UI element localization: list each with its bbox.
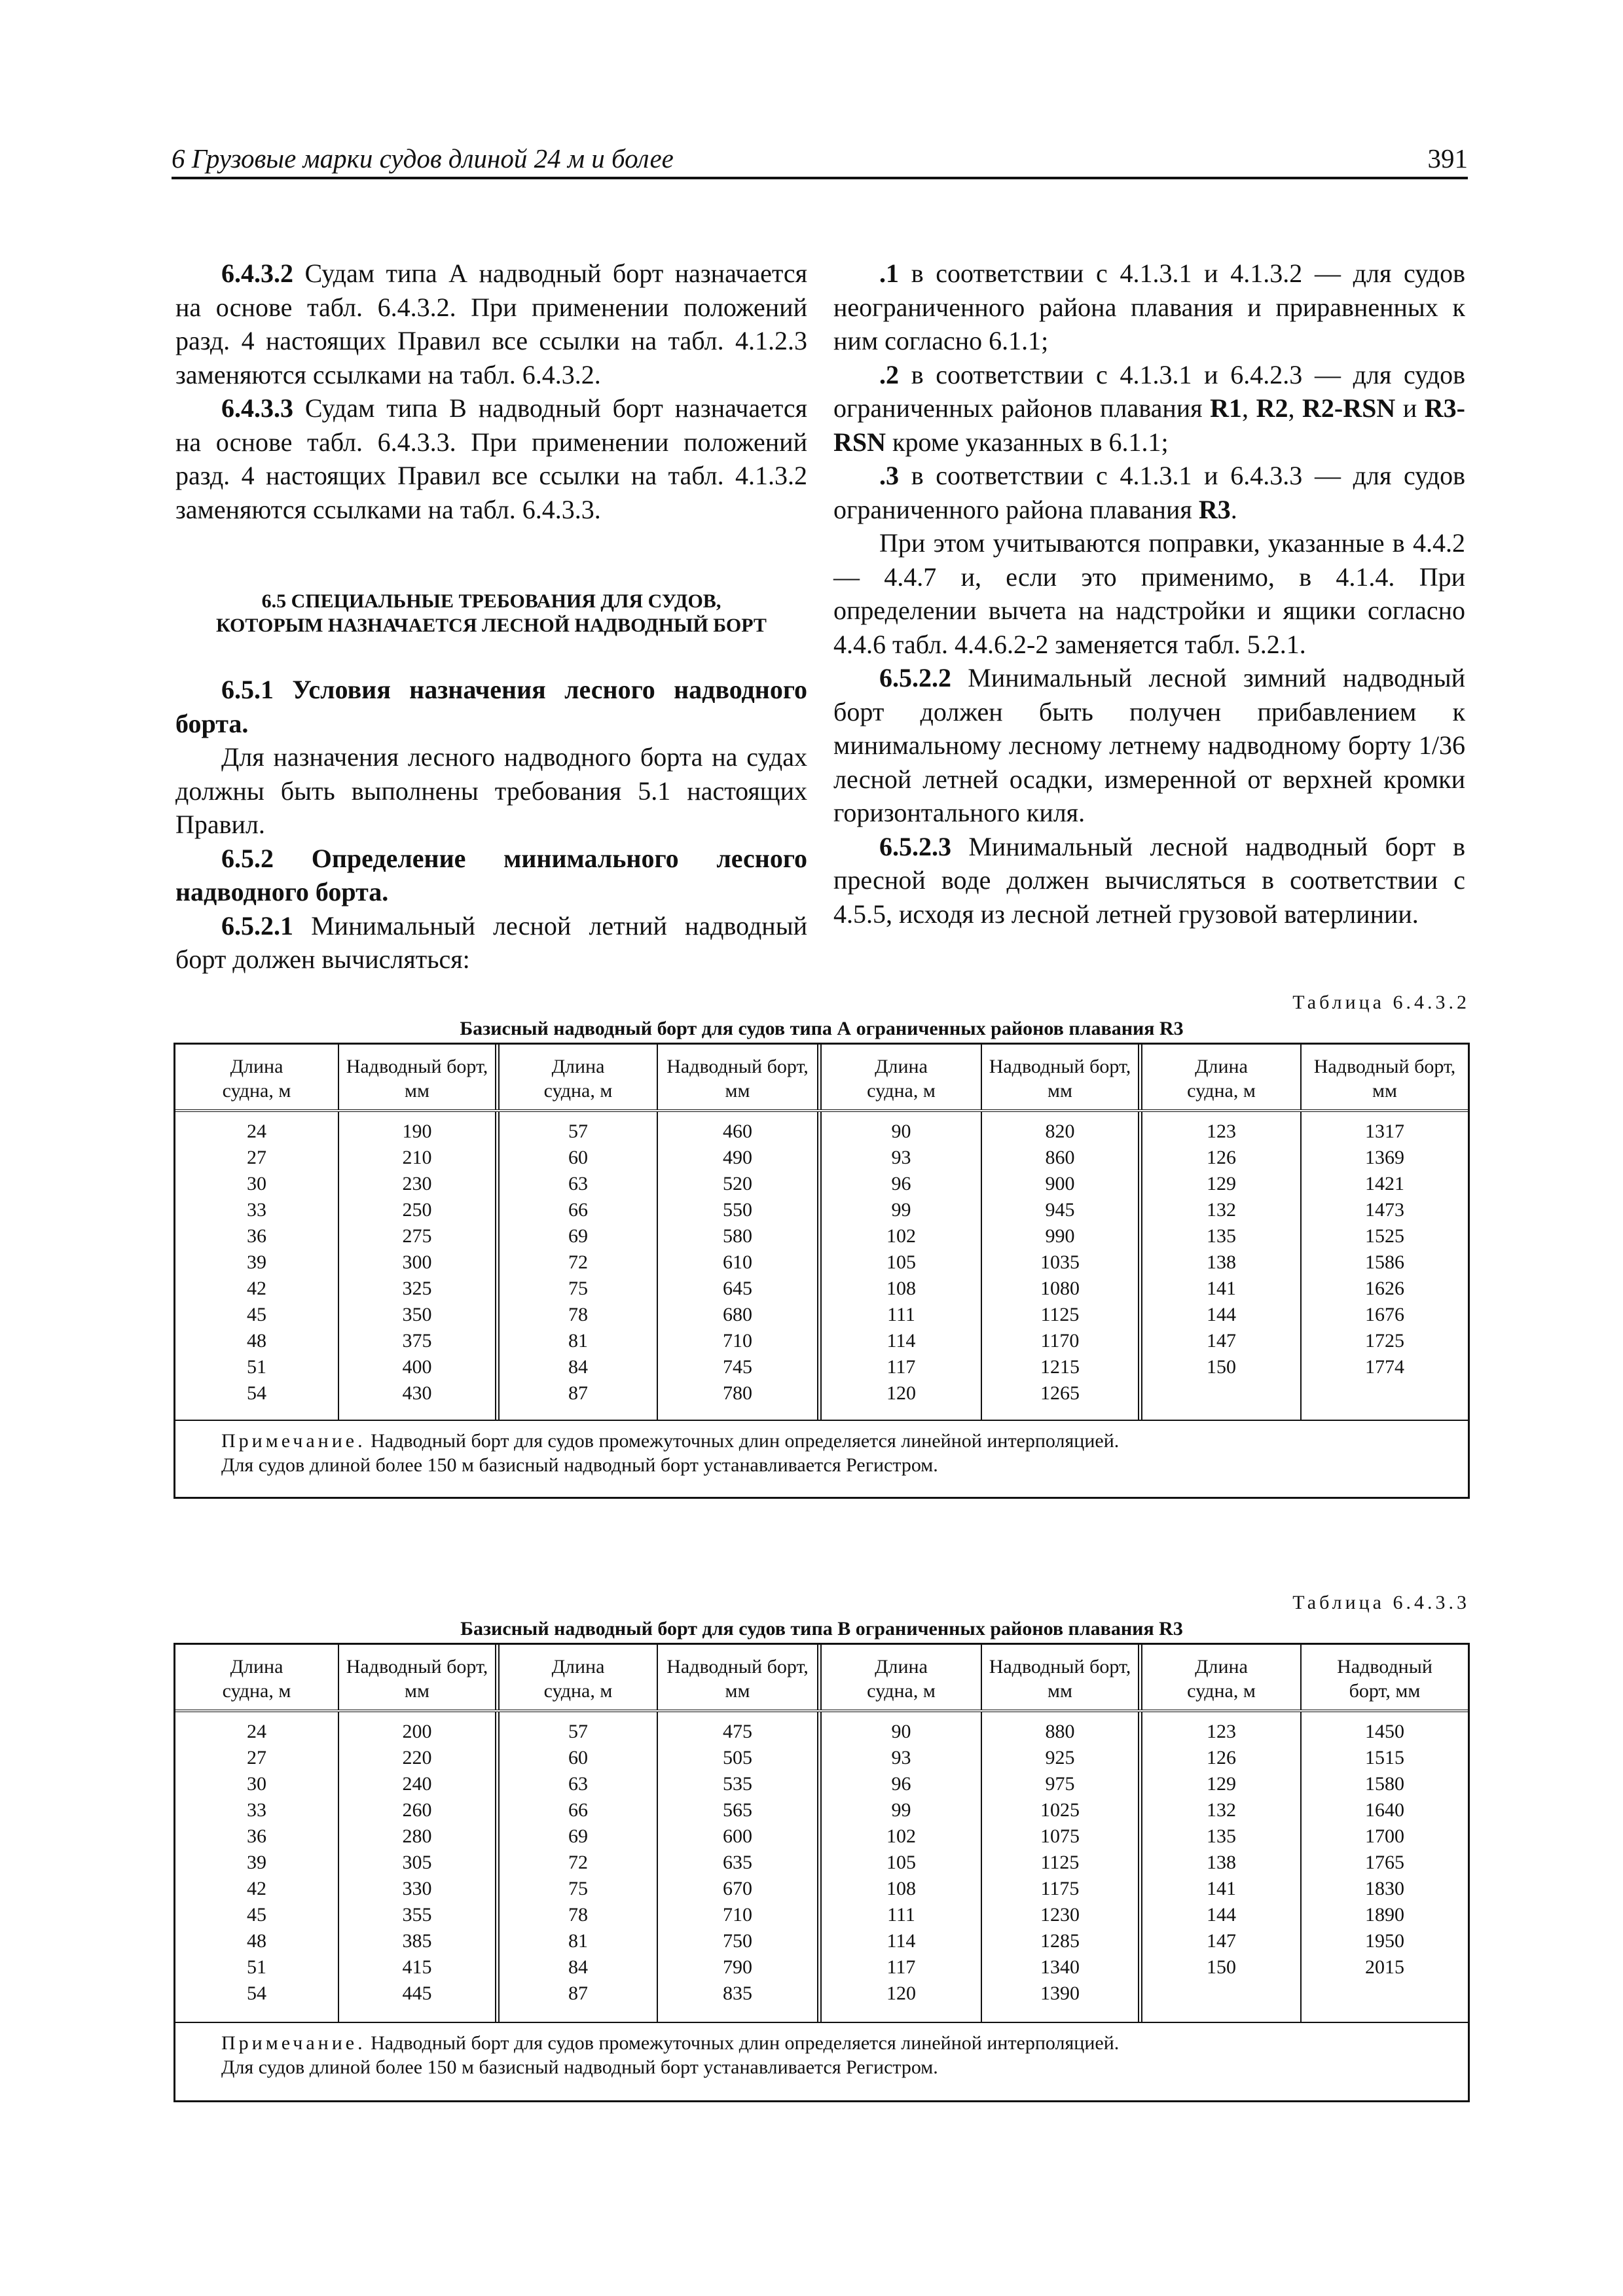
table-cell: 66 (568, 1199, 588, 1221)
note-line (221, 2031, 1468, 2055)
paragraph-text: Судам типа В надводный борт назначается на основе табл. 6.4.3.3. При применении положений разд. 4 настоящих Правил все ссылки на табл. 4.1.3.2 заменяются ссылками на табл. 6.4.3.3. (175, 393, 807, 524)
table-cell: 710 (723, 1904, 752, 1926)
table-cell: 36 (247, 1825, 266, 1847)
table-cell: 1421 (1365, 1173, 1404, 1194)
table-cell: 1125 (1040, 1304, 1080, 1325)
table-cell: 129 (1207, 1773, 1236, 1795)
table-cell: 835 (723, 1982, 752, 2004)
table-cell: 84 (568, 1956, 588, 1978)
table-cell: 45 (247, 1304, 266, 1325)
table-cell: 990 (1045, 1225, 1075, 1247)
column-header (822, 1645, 982, 1710)
note-label: Примечание. (221, 2032, 366, 2054)
table-cell: 1317 (1365, 1121, 1404, 1142)
paragraph-text: Судам типа А надводный борт назначается на основе табл. 6.4.3.2. При применении положений разд. 4 настоящих Правил все ссылки на табл. 4.1.2.3 заменяются ссылками на табл. 6.4.3.2. (175, 259, 807, 389)
table-cell: 126 (1207, 1747, 1236, 1768)
table-cell: 150 (1207, 1956, 1236, 1978)
table-cell: 120 (886, 1982, 916, 2004)
table-note (175, 2022, 1468, 2100)
table-cell: 1035 (1040, 1251, 1080, 1273)
table-cell: 93 (891, 1747, 911, 1768)
table-cell: 132 (1207, 1799, 1236, 1821)
table-column (175, 1712, 339, 2022)
table-cell: 1369 (1365, 1147, 1404, 1168)
paragraph-text: Минимальный лесной летний надводный борт должен вычисляться: (175, 910, 807, 974)
table-cell: 108 (886, 1278, 916, 1299)
table-cell: 1774 (1365, 1356, 1404, 1378)
paragraph-text: Минимальный лесной зимний надводный борт должен быть получен прибавлением к минимальному лесному летнему надводному борту 1/36 лесной летней осадки, измеренной от верхней кромки горизонтального киля. (833, 663, 1465, 827)
table-cell: 27 (247, 1747, 266, 1768)
table-cell: 111 (887, 1304, 915, 1325)
table-6-4-3-3 (173, 1592, 1470, 2102)
table-cell: 780 (723, 1382, 752, 1404)
table-cell: 75 (568, 1878, 588, 1899)
column-header (1142, 1645, 1302, 1710)
table-cell: 48 (247, 1930, 266, 1952)
paragraph-6-4-3-2 (175, 257, 807, 391)
table-column (339, 1712, 500, 2022)
item-text: , (1242, 393, 1256, 423)
clause-number: 6.5.2.1 (221, 910, 293, 941)
area-code: R2 (1256, 393, 1288, 423)
header-text: Надводный борт, мм (666, 1055, 809, 1102)
table-cell: 66 (568, 1799, 588, 1821)
table-body (175, 1112, 1468, 1420)
table-cell: 48 (247, 1330, 266, 1352)
table-cell: 36 (247, 1225, 266, 1247)
table-cell: 93 (891, 1147, 911, 1168)
left-column (175, 257, 807, 977)
table-cell: 147 (1207, 1330, 1236, 1352)
table-cell: 90 (891, 1121, 911, 1142)
section-heading (175, 589, 807, 637)
table-cell: 350 (402, 1304, 432, 1325)
table-cell: 144 (1207, 1904, 1236, 1926)
item-number: .2 (879, 359, 899, 389)
table-cell: 670 (723, 1878, 752, 1899)
area-code: R3-RSN (833, 393, 1466, 457)
clause-number: 6.4.3.2 (221, 259, 293, 288)
table-caption: Базисный надводный борт для судов типа В ограниченных районов плавания R3 (460, 1618, 1183, 1640)
table-cell: 1586 (1365, 1251, 1404, 1273)
table-cell: 150 (1207, 1356, 1236, 1378)
paragraph-6-5-2-2 (833, 661, 1465, 830)
table-cell: 1340 (1040, 1956, 1080, 1978)
table-cell: 123 (1207, 1121, 1236, 1142)
table-cell: 1830 (1365, 1878, 1404, 1899)
table-cell: 945 (1045, 1199, 1075, 1221)
table-cell: 54 (247, 1982, 266, 2004)
table-cell: 39 (247, 1251, 266, 1273)
table-cell: 138 (1207, 1251, 1236, 1273)
table-cell: 1676 (1365, 1304, 1404, 1325)
table-cell: 280 (402, 1825, 432, 1847)
table-cell: 1450 (1365, 1721, 1404, 1742)
table-header-row (175, 1045, 1468, 1112)
column-header (658, 1645, 822, 1710)
section-heading-line: КОТОРЫМ НАЗНАЧАЕТСЯ ЛЕСНОЙ НАДВОДНЫЙ БОРТ (216, 615, 767, 636)
column-header (658, 1045, 822, 1109)
table-cell: 129 (1207, 1173, 1236, 1194)
table-cell: 87 (568, 1382, 588, 1404)
table-cell: 1640 (1365, 1799, 1404, 1821)
header-text: Длина судна, м (867, 1655, 936, 1702)
table-cell: 355 (402, 1904, 432, 1926)
table-column (500, 1712, 658, 2022)
column-header (982, 1045, 1142, 1109)
table-cell: 745 (723, 1356, 752, 1378)
table-cell: 102 (886, 1225, 916, 1247)
table-cell: 78 (568, 1304, 588, 1325)
paragraph-text: Минимальный лесной надводный борт в пресной воде должен вычисляться в соответствии с 4.5.5, исходя из лесной летней грузовой ватерлинии. (833, 831, 1465, 929)
table-cell: 1525 (1365, 1225, 1404, 1247)
table-cell: 520 (723, 1173, 752, 1194)
table-cell: 99 (891, 1199, 911, 1221)
table-cell: 820 (1045, 1121, 1075, 1142)
table-cell: 54 (247, 1382, 266, 1404)
table-cell: 1725 (1365, 1330, 1404, 1352)
table-cell: 415 (402, 1956, 432, 1978)
table-cell: 645 (723, 1278, 752, 1299)
item-text: . (1230, 494, 1237, 524)
right-column (833, 257, 1465, 931)
table-cell: 117 (886, 1356, 916, 1378)
table-cell: 51 (247, 1356, 266, 1378)
table-cell: 385 (402, 1930, 432, 1952)
column-header (982, 1645, 1142, 1710)
header-text: Длина судна, м (1187, 1655, 1256, 1702)
table-cell: 33 (247, 1199, 266, 1221)
table-cell: 30 (247, 1173, 266, 1194)
header-text: Длина судна, м (1187, 1055, 1256, 1102)
item-text: кроме указанных в 6.1.1; (886, 427, 1169, 457)
table-cell: 610 (723, 1251, 752, 1273)
table-cell: 30 (247, 1773, 266, 1795)
table-cell: 1175 (1040, 1878, 1080, 1899)
table-cell: 475 (723, 1721, 752, 1742)
table-cell: 60 (568, 1147, 588, 1168)
table-cell: 550 (723, 1199, 752, 1221)
table-cell: 250 (402, 1199, 432, 1221)
table-body (175, 1712, 1468, 2022)
table-cell: 200 (402, 1721, 432, 1742)
table-column (822, 1712, 982, 2022)
table-cell: 1580 (1365, 1773, 1404, 1795)
table-cell: 57 (568, 1121, 588, 1142)
table-cell: 72 (568, 1852, 588, 1873)
table-cell: 1950 (1365, 1930, 1404, 1952)
table-cell: 330 (402, 1878, 432, 1899)
table-cell: 275 (402, 1225, 432, 1247)
column-header (175, 1045, 339, 1109)
table-column (1302, 1112, 1468, 1420)
table-cell: 111 (887, 1904, 915, 1926)
table-column (500, 1112, 658, 1420)
table-cell: 141 (1207, 1878, 1236, 1899)
table-cell: 114 (886, 1930, 916, 1952)
list-item-1 (833, 257, 1465, 358)
table-cell: 445 (402, 1982, 432, 2004)
subsection-heading-6-5-1: 6.5.1 Условия назначения лесного надводного борта. (175, 675, 807, 738)
item-text: в соответствии с 4.1.3.1 и 4.1.3.2 — для судов неограниченного района плавания и приравненных к ним согласно 6.1.1; (833, 259, 1465, 355)
table-cell: 400 (402, 1356, 432, 1378)
table-cell: 1390 (1040, 1982, 1080, 2004)
subsection-heading-6-5-2: 6.5.2 Определение минимального лесного надводного борта. (175, 843, 807, 906)
table-cell: 102 (886, 1825, 916, 1847)
table-cell: 81 (568, 1930, 588, 1952)
table-cell: 96 (891, 1173, 911, 1194)
note-line: Для судов длиной более 150 м базисный надводный борт устанавливается Регистром. (221, 2056, 938, 2078)
table-column (1302, 1712, 1468, 2022)
table-cell: 1515 (1365, 1747, 1404, 1768)
table-cell: 72 (568, 1251, 588, 1273)
table-cell: 135 (1207, 1825, 1236, 1847)
paragraph-conditions: Для назначения лесного надводного борта на судах должны быть выполнены требования 5.1 настоящих Правил. (175, 742, 807, 839)
table-column (982, 1712, 1142, 2022)
table-cell: 430 (402, 1382, 432, 1404)
table-cell: 1890 (1365, 1904, 1404, 1926)
table-cell: 105 (886, 1852, 916, 1873)
item-text: в соответствии с 4.1.3.1 и 6.4.3.3 — для судов ограниченного района плавания (833, 461, 1465, 524)
header-text: Надводный борт, мм (346, 1655, 488, 1702)
spacer (175, 526, 807, 589)
table-cell: 84 (568, 1356, 588, 1378)
column-header (1142, 1045, 1302, 1109)
table-cell: 87 (568, 1982, 588, 2004)
table-cell: 42 (247, 1278, 266, 1299)
table-column (1142, 1112, 1302, 1420)
table-cell: 99 (891, 1799, 911, 1821)
table-cell: 600 (723, 1825, 752, 1847)
table-cell: 117 (886, 1956, 916, 1978)
clause-number: 6.4.3.3 (221, 393, 293, 423)
table-cell: 108 (886, 1878, 916, 1899)
table-label: Таблица 6.4.3.3 (1292, 1592, 1470, 1613)
section-heading-line: 6.5 СПЕЦИАЛЬНЫЕ ТРЕБОВАНИЯ ДЛЯ СУДОВ, (261, 590, 721, 612)
table-cell: 1265 (1040, 1382, 1080, 1404)
table-cell: 63 (568, 1773, 588, 1795)
table-cell: 1230 (1040, 1904, 1080, 1926)
table-cell: 375 (402, 1330, 432, 1352)
table-cell: 45 (247, 1904, 266, 1926)
table-cell: 135 (1207, 1225, 1236, 1247)
table-cell: 1080 (1040, 1278, 1080, 1299)
table-cell: 900 (1045, 1173, 1075, 1194)
table-cell: 141 (1207, 1278, 1236, 1299)
table-cell: 24 (247, 1721, 266, 1742)
table-cell: 1025 (1040, 1799, 1080, 1821)
table-cell: 1075 (1040, 1825, 1080, 1847)
header-text: Надводный борт, мм (666, 1655, 809, 1702)
table-cell: 132 (1207, 1199, 1236, 1221)
column-header (500, 1645, 658, 1710)
item-number: .3 (879, 461, 899, 490)
table-cell: 138 (1207, 1852, 1236, 1873)
table-6-4-3-2 (173, 992, 1470, 1499)
table-cell: 51 (247, 1956, 266, 1978)
header-text: Надводный борт, мм (989, 1055, 1131, 1102)
table-column (658, 1712, 822, 2022)
table-cell: 505 (723, 1747, 752, 1768)
table-cell: 565 (723, 1799, 752, 1821)
clause-number: 6.5.2.3 (879, 831, 951, 861)
table-cell: 230 (402, 1173, 432, 1194)
table-cell: 120 (886, 1382, 916, 1404)
table-cell: 925 (1045, 1747, 1075, 1768)
table-cell: 635 (723, 1852, 752, 1873)
page-number: 391 (1427, 143, 1468, 173)
table-cell: 96 (891, 1773, 911, 1795)
table-note (175, 1420, 1468, 1497)
table-cell: 126 (1207, 1147, 1236, 1168)
table-cell: 33 (247, 1799, 266, 1821)
paragraph-6-4-3-3 (175, 391, 807, 526)
column-header (822, 1045, 982, 1109)
table-cell: 39 (247, 1852, 266, 1873)
column-header (339, 1645, 500, 1710)
table-cell: 105 (886, 1251, 916, 1273)
header-text: Надводный борт, мм (1337, 1655, 1432, 1702)
table-cell: 325 (402, 1278, 432, 1299)
table-cell: 1700 (1365, 1825, 1404, 1847)
table-cell: 305 (402, 1852, 432, 1873)
table-cell: 210 (402, 1147, 432, 1168)
item-text: в соответствии с 4.1.3.1 и 6.4.2.3 — для судов ограниченных районов плавания (833, 359, 1465, 423)
header-text: Длина судна, м (543, 1655, 613, 1702)
header-text: Длина судна, м (222, 1055, 291, 1102)
clause-number: 6.5.2.2 (879, 663, 951, 692)
table-cell: 1215 (1040, 1356, 1080, 1378)
table-cell: 114 (886, 1330, 916, 1352)
table-cell: 90 (891, 1721, 911, 1742)
table-cell: 580 (723, 1225, 752, 1247)
table-cell: 460 (723, 1121, 752, 1142)
table-cell: 2015 (1365, 1956, 1404, 1978)
table-cell: 123 (1207, 1721, 1236, 1742)
table-frame (173, 1643, 1470, 2102)
table-cell: 60 (568, 1747, 588, 1768)
table-cell: 75 (568, 1278, 588, 1299)
table-cell: 1626 (1365, 1278, 1404, 1299)
table-cell: 975 (1045, 1773, 1075, 1795)
table-column (1142, 1712, 1302, 2022)
table-column (175, 1112, 339, 1420)
table-cell: 300 (402, 1251, 432, 1273)
list-item-2 (833, 358, 1465, 459)
table-cell: 81 (568, 1330, 588, 1352)
running-head-title: 6 Грузовые марки судов длиной 24 м и более (172, 143, 674, 173)
table-cell: 1473 (1365, 1199, 1404, 1221)
paragraph-amendments: При этом учитываются поправки, указанные в 4.4.2 — 4.4.7 и, если это применимо, в 4.1.4. При определении вычета на надстройки и ящики согласно 4.4.6 табл. 4.4.6.2-2 заменяется табл. 5.2.1. (833, 528, 1465, 659)
note-line (221, 1429, 1468, 1453)
table-cell: 144 (1207, 1304, 1236, 1325)
paragraph-6-5-2-1 (175, 909, 807, 977)
table-cell: 220 (402, 1747, 432, 1768)
item-number: .1 (879, 259, 899, 288)
table-cell: 1765 (1365, 1852, 1404, 1873)
table-caption: Базисный надводный борт для судов типа А ограниченных районов плавания R3 (460, 1018, 1184, 1039)
area-code: R3 (1198, 494, 1231, 524)
table-cell: 42 (247, 1878, 266, 1899)
area-code: R1 (1210, 393, 1243, 423)
table-column (339, 1112, 500, 1420)
item-text: и (1395, 393, 1425, 423)
table-cell: 69 (568, 1825, 588, 1847)
table-cell: 24 (247, 1121, 266, 1142)
header-text: Длина судна, м (222, 1655, 291, 1702)
column-header (1302, 1645, 1468, 1710)
table-cell: 240 (402, 1773, 432, 1795)
column-header (500, 1045, 658, 1109)
header-text: Длина судна, м (543, 1055, 613, 1102)
table-cell: 680 (723, 1304, 752, 1325)
note-text: Надводный борт для судов промежуточных длин определяется линейной интерполяцией. (365, 1430, 1120, 1452)
table-cell: 490 (723, 1147, 752, 1168)
table-cell: 880 (1045, 1721, 1075, 1742)
table-cell: 190 (402, 1121, 432, 1142)
table-cell: 710 (723, 1330, 752, 1352)
table-cell: 1285 (1040, 1930, 1080, 1952)
item-text: , (1288, 393, 1303, 423)
table-cell: 790 (723, 1956, 752, 1978)
table-cell: 750 (723, 1930, 752, 1952)
header-text: Надводный борт, мм (1313, 1055, 1456, 1102)
table-cell: 260 (402, 1799, 432, 1821)
header-text: Надводный борт, мм (989, 1655, 1131, 1702)
table-cell: 63 (568, 1173, 588, 1194)
column-header (1302, 1045, 1468, 1109)
column-header (175, 1645, 339, 1710)
table-cell: 78 (568, 1904, 588, 1926)
note-text: Надводный борт для судов промежуточных длин определяется линейной интерполяцией. (365, 2032, 1120, 2054)
column-header (339, 1045, 500, 1109)
area-code: R2-RSN (1302, 393, 1396, 423)
header-text: Надводный борт, мм (346, 1055, 488, 1102)
table-cell: 69 (568, 1225, 588, 1247)
table-cell: 147 (1207, 1930, 1236, 1952)
table-cell: 860 (1045, 1147, 1075, 1168)
table-cell: 27 (247, 1147, 266, 1168)
table-column (982, 1112, 1142, 1420)
paragraph-6-5-2-3 (833, 830, 1465, 931)
note-line: Для судов длиной более 150 м базисный надводный борт устанавливается Регистром. (221, 1454, 938, 1476)
table-column (822, 1112, 982, 1420)
table-column (658, 1112, 822, 1420)
table-label: Таблица 6.4.3.2 (1292, 992, 1470, 1013)
running-head (172, 143, 1468, 179)
table-cell: 1170 (1040, 1330, 1080, 1352)
list-item-3 (833, 459, 1465, 526)
note-label: Примечание. (221, 1430, 366, 1452)
table-cell: 57 (568, 1721, 588, 1742)
header-text: Длина судна, м (867, 1055, 936, 1102)
table-cell: 1125 (1040, 1852, 1080, 1873)
table-cell: 535 (723, 1773, 752, 1795)
table-frame (173, 1043, 1470, 1499)
table-header-row (175, 1645, 1468, 1712)
